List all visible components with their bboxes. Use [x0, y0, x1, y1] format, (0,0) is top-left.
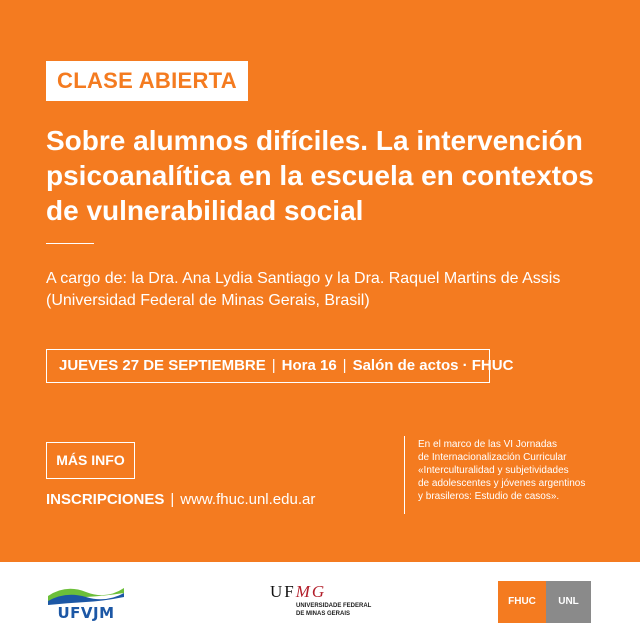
jornadas-line: de adolescentes y jóvenes argentinos [418, 478, 586, 489]
ufmg-wordmark [270, 582, 380, 602]
ufvjm-wave-icon [46, 582, 126, 606]
event-details-box [46, 349, 514, 383]
inscriptions-line [46, 490, 315, 510]
speakers-block [46, 268, 626, 312]
fhuc-unl-logo [498, 581, 591, 623]
event-type-badge: CLASE ABIERTA [46, 61, 248, 101]
event-time: Hora 16 [281, 357, 337, 374]
inscriptions-label: INSCRIPCIONES [46, 491, 165, 508]
vertical-divider [404, 436, 405, 514]
inscriptions-url-link[interactable]: www.fhuc.unl.edu.ar [180, 491, 316, 508]
fhuc-logo: FHUC [498, 581, 546, 623]
event-date: JUEVES 27 DE SEPTIEMBRE [59, 357, 266, 374]
speakers-line: A cargo de: la Dra. Ana Lydia Santiago y la Dra. Raquel Martins de Assis [46, 270, 561, 287]
ufmg-name-line: UNIVERSIDADE FEDERAL [296, 603, 372, 609]
jornadas-line: de Internacionalización Curricular [418, 452, 567, 463]
jornadas-line: «Interculturalidad y subjetividades [418, 465, 569, 476]
separator: | [342, 357, 347, 374]
more-info-button[interactable]: MÁS INFO [46, 442, 135, 479]
ufmg-name-line: DE MINAS GERAIS [296, 611, 351, 617]
ufmg-logo [270, 582, 380, 626]
speakers-affiliation: (Universidad Federal de Minas Gerais, Brasil) [46, 292, 370, 309]
lecture-title: Sobre alumnos difíciles. La intervención psicoanalítica en la escuela en contextos de vulnerabilidad social [46, 125, 594, 226]
ufvjm-logo [46, 582, 126, 622]
ufmg-prefix: UF [270, 582, 296, 601]
title-divider [46, 243, 94, 244]
separator: | [271, 357, 276, 374]
jornadas-line: En el marco de las VI Jornadas [418, 439, 557, 450]
separator: | [170, 491, 175, 508]
logos-bar [0, 562, 640, 640]
ufvjm-logo-text: UFVJM [57, 604, 115, 622]
jornadas-line: y brasileros: Estudio de casos». [418, 491, 560, 502]
event-place: Salón de actos · FHUC [352, 357, 514, 374]
jornadas-note [418, 438, 628, 503]
unl-logo: UNL [546, 581, 591, 623]
ufmg-suffix: MG [295, 582, 327, 601]
